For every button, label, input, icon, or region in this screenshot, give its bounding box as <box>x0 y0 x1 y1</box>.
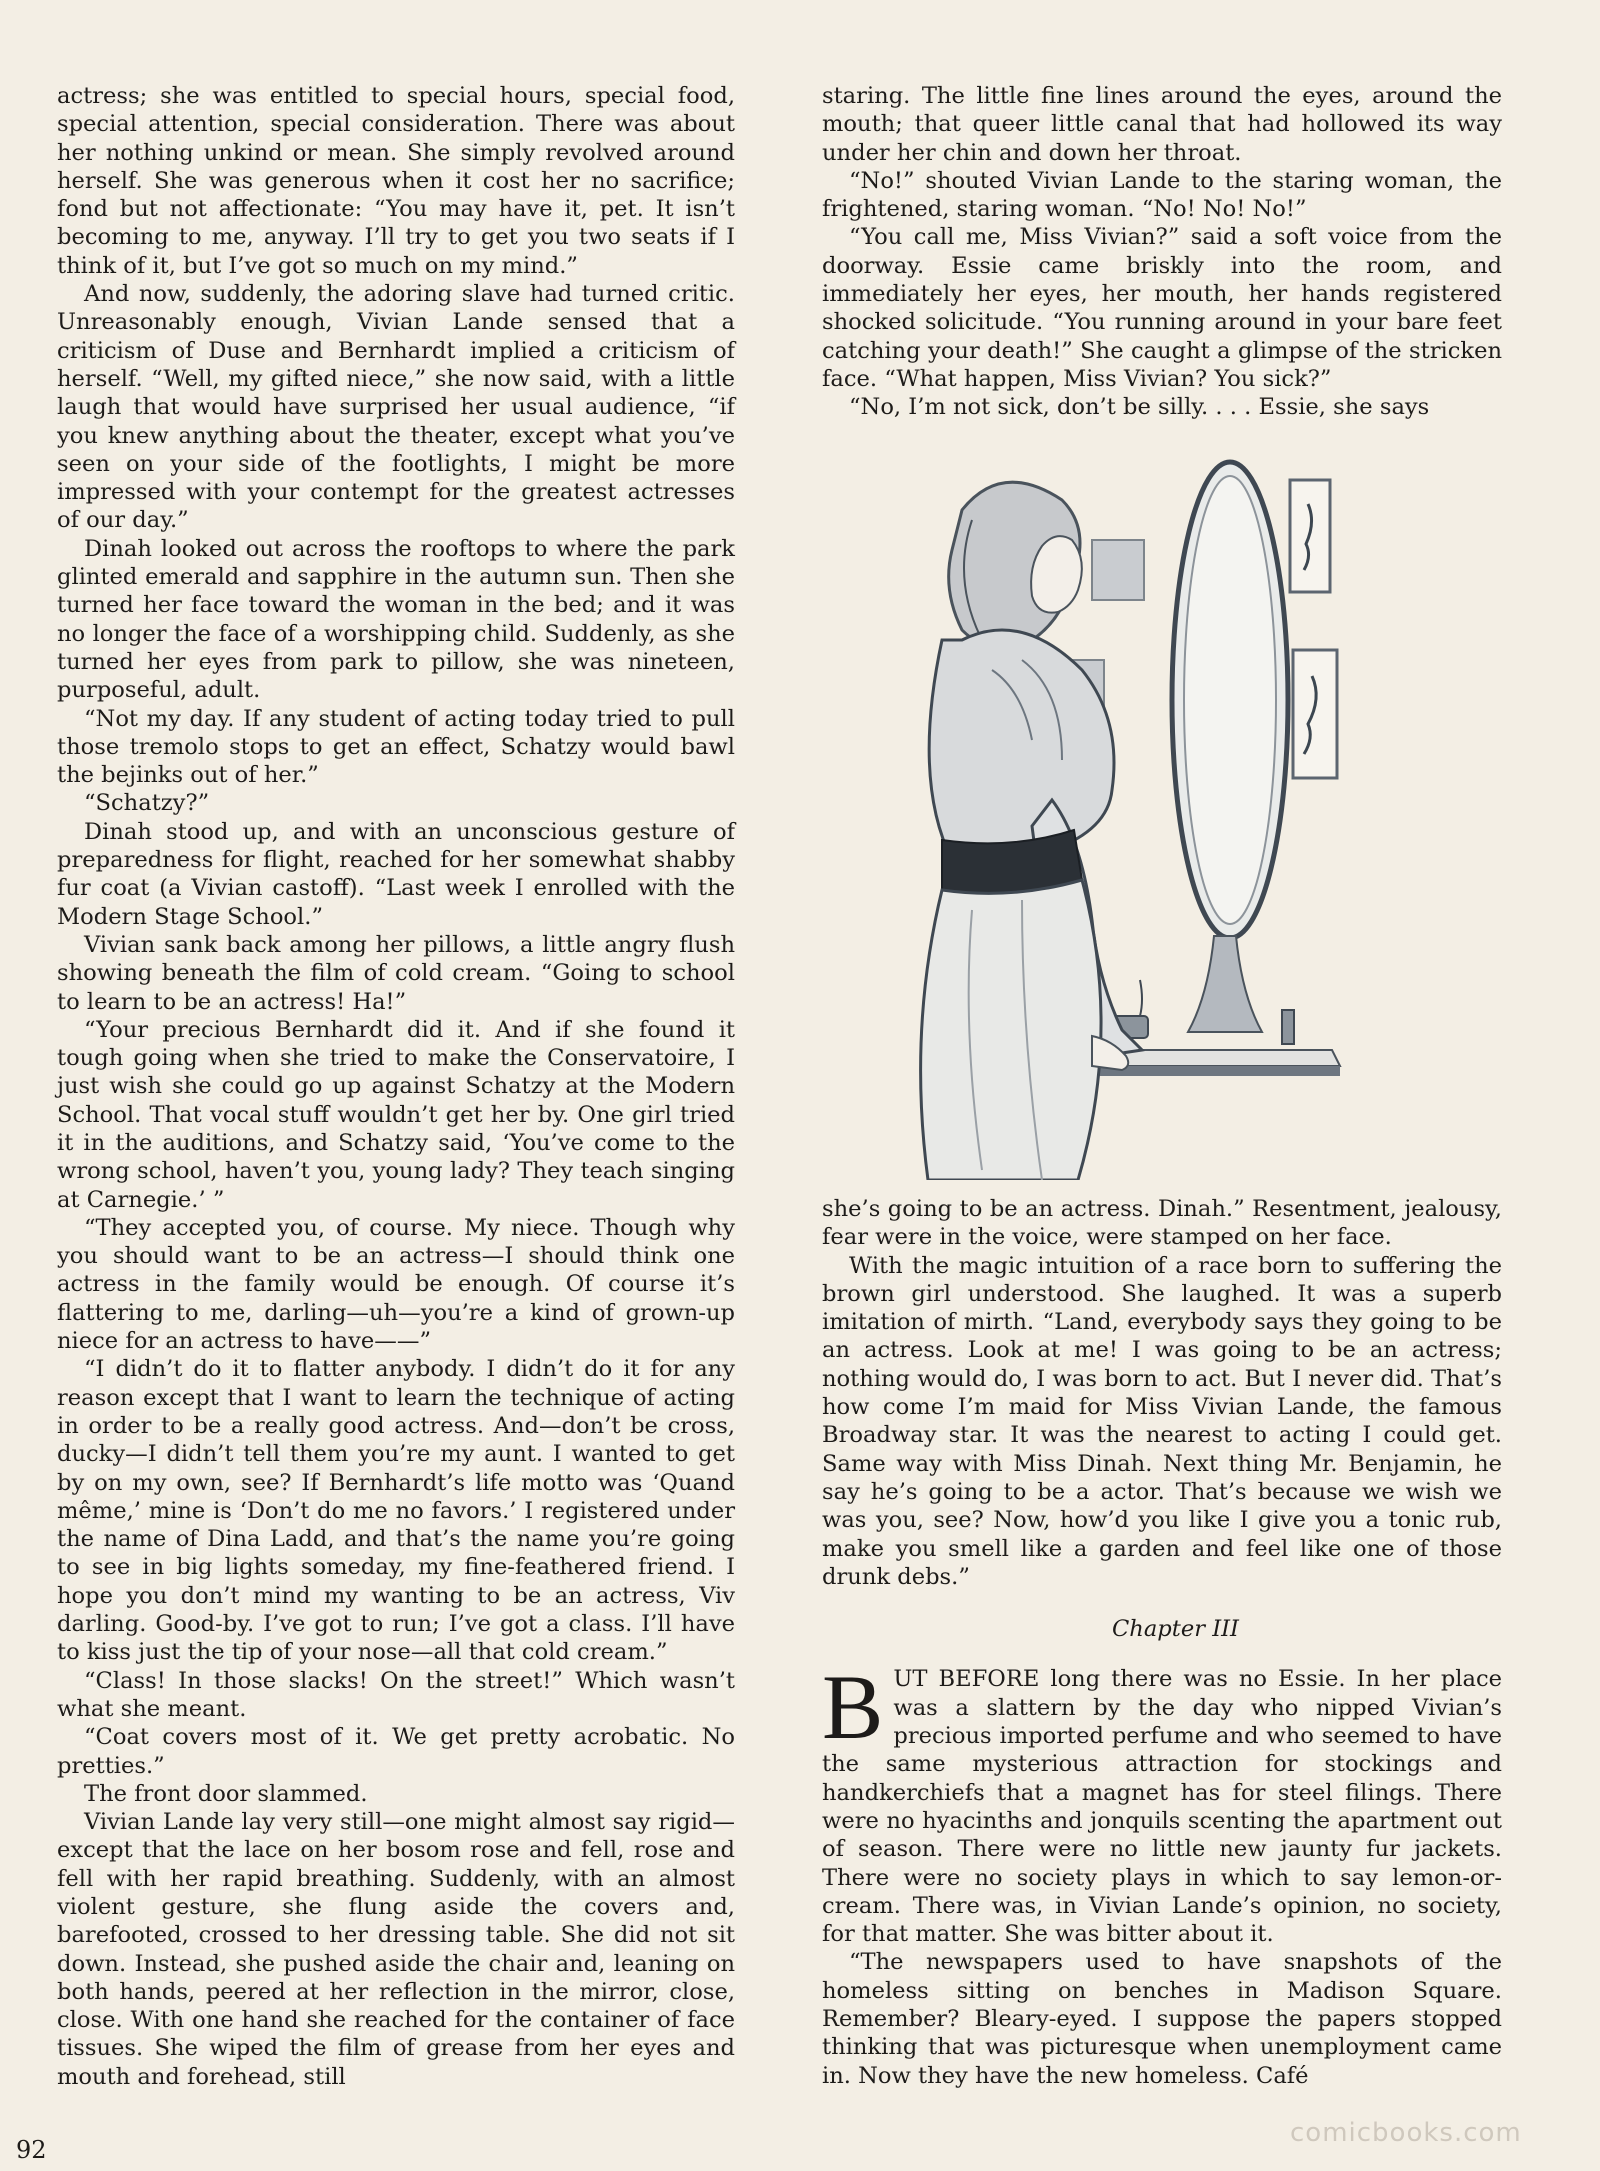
paragraph: Dinah looked out across the rooftops to where the park glinted emerald and sapphire in the autumn sun. Then she turned her face toward the woman in the bed; and it was no longer the face of a worshipping child. Suddenly, as she turned her eyes from park to pillow, she was nineteen, purposeful, adult. <box>57 535 735 704</box>
right-column-top <box>822 82 1502 422</box>
paragraph: she’s going to be an actress. Dinah.” Resentment, jealousy, fear were in the voice, were stamped on her face. <box>822 1196 1502 1251</box>
paragraph: Vivian Lande lay very still—one might almost say rigid—except that the lace on her bosom rose and fell, rose and fell with her rapid breathing. Suddenly, with an almost violent gesture, she flung aside the covers and, barefooted, crossed to her dressing table. She did not sit down. Instead, she pushed aside the chair and, leaning on both hands, peered at her reflection in the mirror, close, close. With one hand she reached for the container of face tissues. She wiped the film of grease from her eyes and mouth and forehead, still <box>57 1809 735 2090</box>
paragraph: Dinah stood up, and with an unconscious gesture of preparedness for flight, reached for her somewhat shabby fur coat (a Vivian castoff). “Last week I enrolled with the Modern Stage School.” <box>57 818 735 930</box>
paragraph: “I didn’t do it to flatter anybody. I didn’t do it for any reason except that I want to learn the technique of acting in order to be a really good actress. And—don’t be cross, ducky—I didn’t tell them you’re my aunt. I wanted to get by on my own, see? If Bernhardt’s life motto was ‘Quand même,’ mine is ‘Don’t do me no favors.’ I registered under the name of Dina Ladd, and that’s the name you’re going to see in big lights someday, my fine-feathered friend. I hope you don’t mind my wanting to be an actress, Viv darling. Good-by. I’ve got to run; I’ve got a class. I’ll have to kiss just the tip of your nose—all that cold cream.” <box>57 1356 735 1666</box>
right-column-bottom <box>822 1195 1502 2090</box>
paragraph: The front door slammed. <box>84 1780 368 1807</box>
paragraph: With the magic intuition of a race born to suffering the brown girl understood. She laughed. It was a superb imitation of mirth. “Land, everybody says they going to be an actress. Look at me! I was going to be an actress; nothing would do, I was born to act. But I never did. That’s how come I’m maid for Miss Vivian Lande, the famous Broadway star. It was the nearest to acting I could get. Same way with Miss Dinah. Next thing Mr. Benjamin, he say he’s going to be a actor. That’s because we wish we was you, see? Now, how’d you like I give you a tonic rub, make you smell like a garden and feel like one of those drunk debs.” <box>822 1252 1502 1590</box>
paragraph: “Your precious Bernhardt did it. And if she found it tough going when she tried to make the Conservatoire, I just wish she could go up against Schatzy at the Modern School. That vocal stuff wouldn’t get her by. One girl tried it in the auditions, and Schatzy said, ‘You’ve come to the wrong school, haven’t you, young lady? They teach singing at Carnegie.’ ” <box>57 1016 735 1213</box>
left-column <box>57 82 735 2091</box>
chapter-paragraph <box>822 1656 1502 1948</box>
paragraph: “Schatzy?” <box>84 790 210 817</box>
paragraph: actress; she was entitled to special hours, special food, special attention, special consideration. There was about her nothing unkind or mean. She simply revolved around herself. She was generous when it cost her no sacrifice; fond but not affectionate: “You may have it, pet. It isn’t becoming to me, anyway. I’ll try to get you two seats if I think of it, but I’ve got so much on my mind.” <box>57 83 735 279</box>
paragraph: “You call me, Miss Vivian?” said a soft voice from the doorway. Essie came briskly into the room, and immediately her eyes, her mouth, her hands registered shocked solicitude. “You running around in your bare feet catching your death!” She caught a glimpse of the stricken face. “What happen, Miss Vivian? You sick?” <box>822 224 1502 392</box>
paragraph: “Not my day. If any student of acting today tried to pull those tremolo stops to get an effect, Schatzy would bawl the bejinks out of her.” <box>57 705 735 789</box>
paragraph: “No!” shouted Vivian Lande to the staring woman, the frightened, staring woman. “No! No! No!” <box>822 167 1502 223</box>
paragraph: Vivian sank back among her pillows, a little angry flush showing beneath the film of cold cream. “Going to school to learn to be an actress! Ha!” <box>57 931 735 1015</box>
chapter-paragraph: “The newspapers used to have snapshots of the homeless sitting on benches in Madison Square. Remember? Bleary-eyed. I suppose the papers stopped thinking that was picturesque when unemployment came in. Now they have the new homeless. Café <box>822 1949 1502 2089</box>
drop-cap: B <box>822 1656 884 1759</box>
chapter-heading: Chapter III <box>1112 1616 1239 1643</box>
chapter-paragraph-text: UT BEFORE long there was no Essie. In her place was a slattern by the day who nipped Vivian’s precious imported perfume and who seemed to have the same mysterious attraction for stockings and handkerchiefs that a magnet has for steel filings. There were no hyacinths and jonquils scenting the apartment out of season. There were no little new jaunty fur jackets. There were no society plays in which to say lemon-or-cream. There was, in Vivian Lande’s opinion, no society, for that matter. She was bitter about it. <box>822 1666 1502 1948</box>
paragraph: staring. The little fine lines around the eyes, around the mouth; that queer little canal that had hollowed its way under her chin and down her throat. <box>822 83 1502 166</box>
watermark-text: comicbooks.com <box>1290 2118 1522 2148</box>
paragraph: “No, I’m not sick, don’t be silly. . . . Essie, she says <box>849 394 1430 421</box>
paragraph: “They accepted you, of course. My niece. Though why you should want to be an actress—I should think one actress in the family would be enough. Of course it’s flattering to me, darling—uh—you’re a kind of grown-up niece for an actress to have——” <box>57 1214 735 1355</box>
paragraph: And now, suddenly, the adoring slave had turned critic. Unreasonably enough, Vivian Lande sensed that a criticism of Duse and Bernhardt implied a criticism of herself. “Well, my gifted niece,” she now said, with a little laugh that would have surprised her usual audience, “if you knew anything about the theater, except what you’ve seen on your side of the footlights, I might be more impressed with your contempt for the greatest actresses of our day.” <box>57 281 735 534</box>
page-number: 92 <box>16 2136 47 2164</box>
paragraph: “Coat covers most of it. We get pretty acrobatic. No pretties.” <box>57 1724 735 1779</box>
illustration-woman-at-mirror <box>842 440 1362 1180</box>
paragraph: “Class! In those slacks! On the street!” Which wasn’t what she meant. <box>57 1667 735 1722</box>
